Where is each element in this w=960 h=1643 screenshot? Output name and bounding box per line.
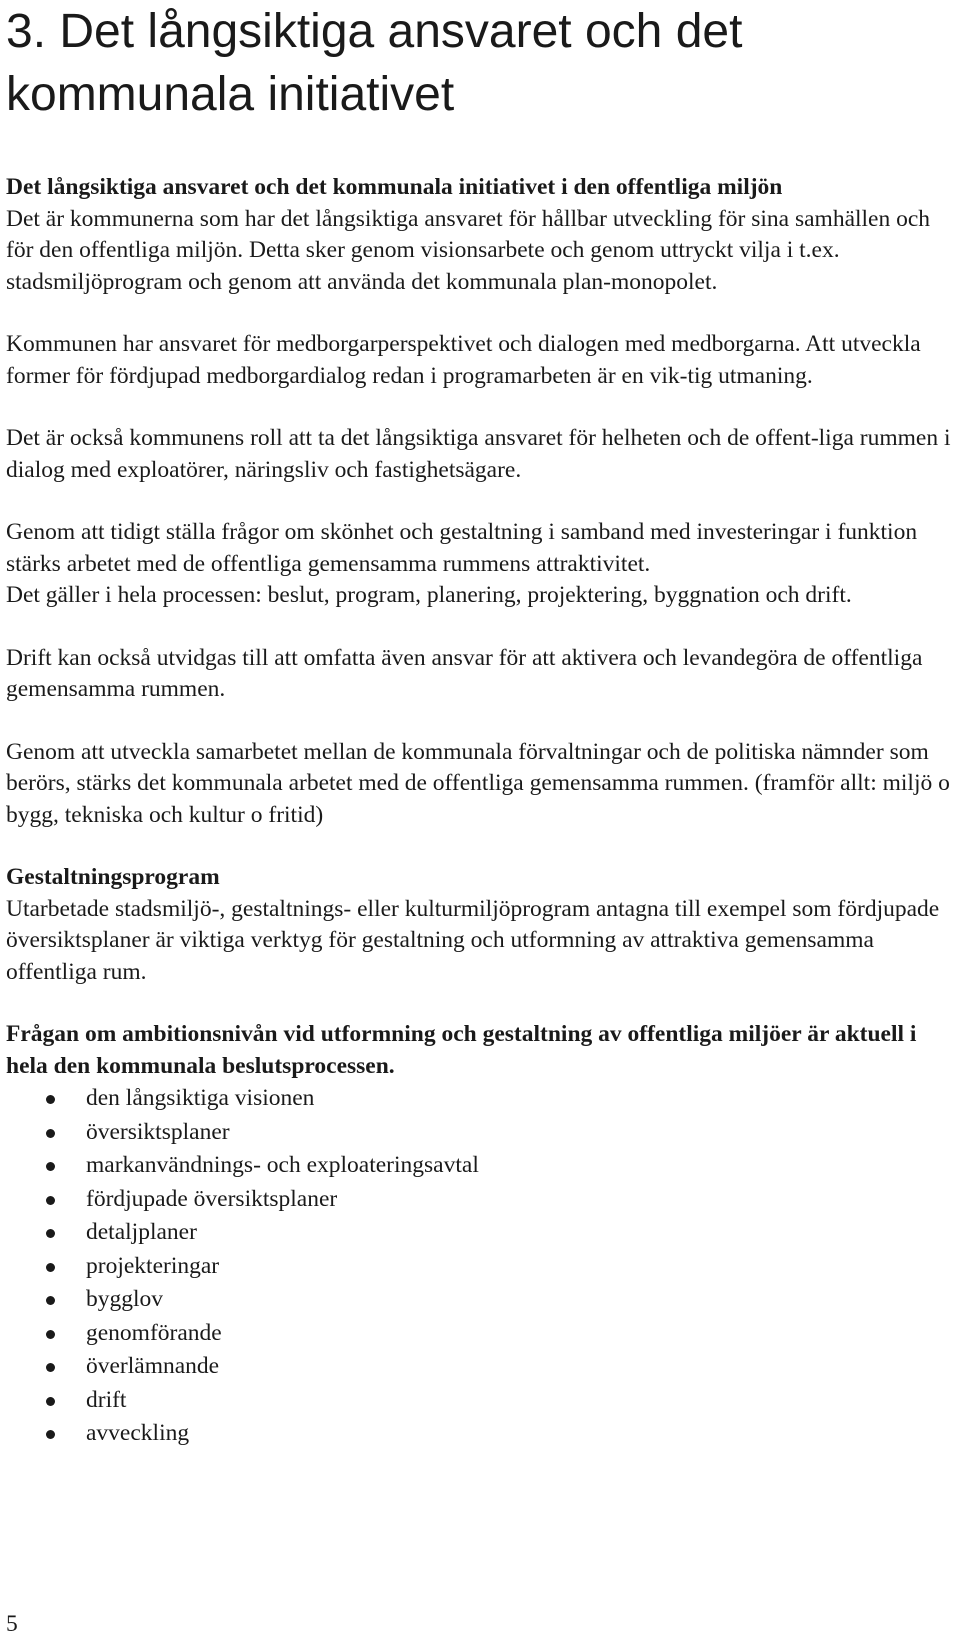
section-responsibility (6, 172, 956, 298)
bullet-icon (46, 1229, 55, 1238)
paragraph-citizen-dialogue: Kommunen har ansvaret för medborgarperspektivet och dialogen med medborgarna. Att utveckla former för fördjupad medborgardialog redan i programarbeten är en vik-tig utmaning. (6, 331, 921, 389)
bullet-icon (46, 1162, 55, 1171)
document-body (6, 172, 956, 1451)
list-item: drift (6, 1384, 956, 1418)
page-number: 5 (6, 1611, 18, 1637)
bullet-icon (46, 1095, 55, 1104)
paragraph-holistic-responsibility: Det är också kommunens roll att ta det långsiktiga ansvaret för helheten och de offent-liga rummen i dialog med exploatörer, näringsliv och fastighetsägare. (6, 425, 951, 483)
section-ambition-level (6, 1019, 956, 1451)
list-item: överlämnande (6, 1350, 956, 1384)
bullet-icon (46, 1296, 55, 1305)
section-heading-ambition-level: Frågan om ambitionsnivån vid utformning och gestaltning av offentliga miljöer är aktuell i hela den kommunala beslutsprocessen. (6, 1021, 917, 1079)
list-item: genomförande (6, 1317, 956, 1351)
list-item: detaljplaner (6, 1216, 956, 1250)
list-item: markanvändnings- och exploateringsavtal (6, 1149, 956, 1183)
paragraph-cooperation: Genom att utveckla samarbetet mellan de kommunala förvaltningar och de politiska nämnder som berörs, stärks det kommunala arbetet med de offentliga gemensamma rummen. (framför allt: miljö o bygg, tekniska och kultur o fritid) (6, 738, 950, 828)
section-design-program (6, 862, 956, 988)
section-heading-responsibility: Det långsiktiga ansvaret och det kommunala initiativet i den offentliga miljön (6, 174, 783, 200)
list-item: fördjupade översiktsplaner (6, 1183, 956, 1217)
bullet-icon (46, 1363, 55, 1372)
paragraph-municipal-responsibility: Det är kommunerna som har det långsiktiga ansvaret för hållbar utveckling för sina samhällen och för den offentliga miljön. Detta sker genom visionsarbete och genom uttryckt vilja i t.ex. stadsmiljöprogram och genom att använda det kommunala plan-monopolet. (6, 205, 931, 295)
paragraph-beauty-design: Genom att tidigt ställa frågor om skönhet och gestaltning i samband med investeringar i funktion stärks arbetet med de offentliga gemensamma rummens attraktivitet. (6, 519, 918, 577)
chapter-title: 3. Det långsiktiga ansvaret och det kommunala initiativet (6, 5, 743, 121)
bullet-icon (46, 1397, 55, 1406)
bullet-icon (46, 1196, 55, 1205)
list-item: den långsiktiga visionen (6, 1082, 956, 1116)
list-item: bygglov (6, 1283, 956, 1317)
bullet-icon (46, 1430, 55, 1439)
decision-process-list (6, 1082, 956, 1451)
paragraph-whole-process: Det gäller i hela processen: beslut, program, planering, projektering, byggnation och drift. (6, 582, 852, 608)
list-item: projekteringar (6, 1250, 956, 1284)
section-heading-design-program: Gestaltningsprogram (6, 864, 220, 890)
paragraph-design-program: Utarbetade stadsmiljö-, gestaltnings- eller kulturmiljöprogram antagna till exempel som fördjupade översiktsplaner är viktiga verktyg för gestaltning och utformning av attraktiva gemensamma offentliga rum. (6, 895, 940, 985)
bullet-icon (46, 1129, 55, 1138)
paragraph-operation: Drift kan också utvidgas till att omfatta även ansvar för att aktivera och levandegöra de offentliga gemensamma rummen. (6, 644, 923, 702)
bullet-icon (46, 1263, 55, 1272)
list-item: översiktsplaner (6, 1116, 956, 1150)
bullet-icon (46, 1330, 55, 1339)
list-item: avveckling (6, 1417, 956, 1451)
